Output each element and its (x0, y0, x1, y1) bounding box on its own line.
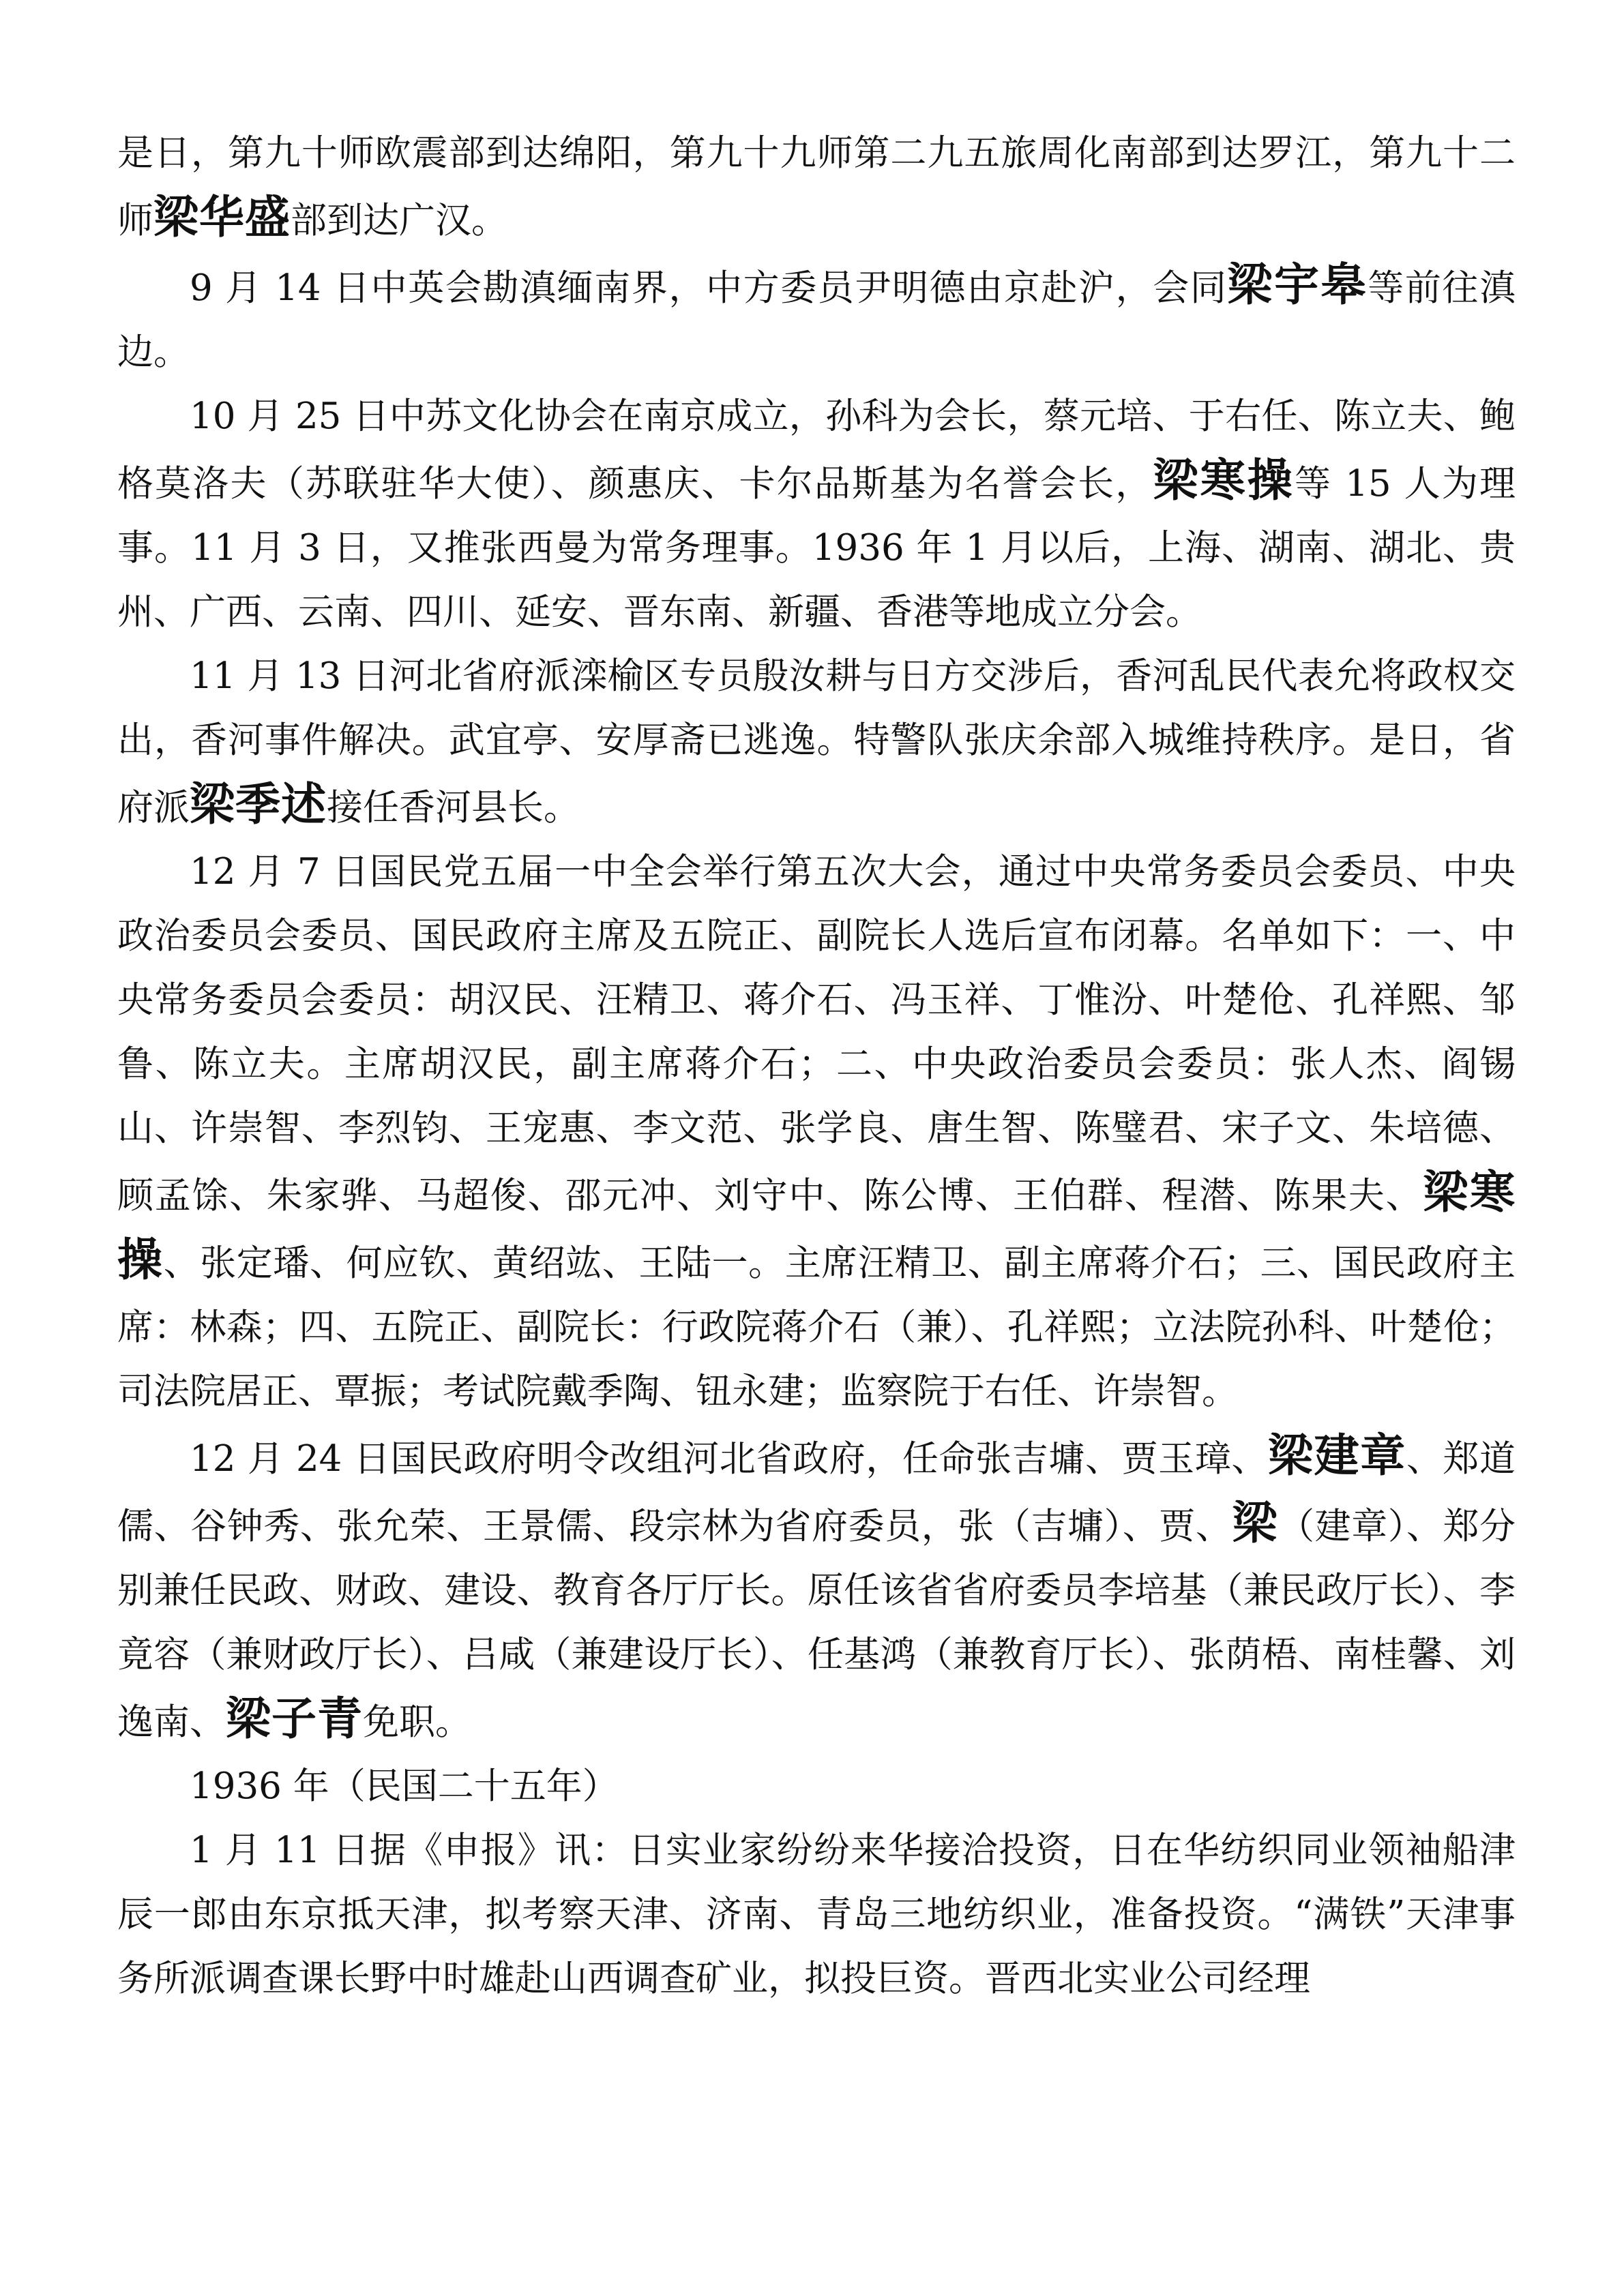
highlighted-name: 梁季述 (190, 778, 327, 831)
paragraph (117, 1424, 1516, 1755)
highlighted-name: 梁寒操 (1153, 454, 1295, 507)
paragraph (117, 253, 1516, 385)
highlighted-name: 梁 (1232, 1497, 1279, 1549)
text-segment: 11 月 13 日河北省府派滦榆区专员殷汝耕与日方交涉后，香河乱民代表允将政权交出，香河事件解决。武宜亭、安厚斋已逃逸。特警队张庆余部入城维持秩序。是日，省府派 (117, 655, 1516, 829)
highlighted-name: 梁寒操 (117, 1166, 1516, 1286)
text-segment: 12 月 24 日国民政府明令改组河北省政府，任命张吉墉、贾玉璋、 (190, 1438, 1268, 1480)
text-segment: 1 月 11 日据《申报》讯：日实业家纷纷来华接洽投资，日在华纺织同业领袖船津辰一郎由东京抵天津，拟考察天津、济南、青岛三地纺织业，准备投资。“满铁”天津事务所派调查课长野中时雄赴山西调查矿业，拟投巨资。晋西北实业公司经理 (117, 1830, 1516, 1999)
paragraph (117, 840, 1516, 1424)
text-segment: （建章）、郑分别兼任民政、财政、建设、教育各厅厅长。原任该省省府委员李培基（兼民政厅长）、李竟容（兼财政厅长）、吕咸（兼建设厅长）、任基鸿（兼教育厅长）、张荫梧、南桂馨、刘逸南、 (117, 1506, 1516, 1743)
text-segment: 10 月 25 日中苏文化协会在南京成立，孙科为会长，蔡元培、于右任、陈立夫、鲍格莫洛夫（苏联驻华大使）、颜惠庆、卡尔品斯基为名誉会长， (117, 396, 1516, 505)
paragraph (117, 385, 1516, 644)
paragraph (117, 1819, 1516, 2011)
text-segment: 等前往滇边。 (117, 267, 1516, 373)
text-segment: 是日，第九十师欧震部到达绵阳，第九十九师第二九五旅周化南部到达罗江，第九十二师 (117, 132, 1516, 241)
paragraph (117, 1755, 1516, 1819)
text-segment: 等 15 人为理事。11 月 3 日，又推张西曼为常务理事。1936 年 1 月以后，上海、湖南、湖北、贵州、广西、云南、四川、延安、晋东南、新疆、香港等地成立分会。 (117, 463, 1516, 633)
highlighted-name: 梁子青 (226, 1693, 363, 1745)
text-segment: 9 月 14 日中英会勘滇缅南界，中方委员尹明德由京赴沪，会同 (190, 267, 1228, 309)
highlighted-name: 梁华盛 (153, 191, 291, 243)
highlighted-name: 梁建章 (1267, 1429, 1406, 1482)
paragraph (117, 644, 1516, 840)
paragraph (117, 121, 1516, 253)
text-segment: 、郑道儒、谷钟秀、张允荣、王景儒、段宗林为省府委员，张（吉墉）、贾、 (117, 1438, 1516, 1547)
text-segment: 、张定璠、何应钦、黄绍竑、王陆一。主席汪精卫、副主席蒋介石；三、国民政府主席：林森；四、五院正、副院长：行政院蒋介石（兼）、孔祥熙；立法院孙科、叶楚伧；司法院居正、覃振；考试院戴季陶、钮永建；监察院于右任、许崇智。 (117, 1242, 1516, 1412)
text-segment: 12 月 7 日国民党五届一中全会举行第五次大会，通过中央常务委员会委员、中央政治委员会委员、国民政府主席及五院正、副院长人选后宣布闭幕。名单如下：一、中央常务委员会委员：胡汉民、汪精卫、蒋介石、冯玉祥、丁惟汾、叶楚伧、孔祥熙、邹鲁、陈立夫。主席胡汉民，副主席蒋介石；二、中央政治委员会委员：张人杰、阎锡山、许崇智、李烈钧、王宠惠、李文范、张学良、唐生智、陈璧君、宋子文、朱培德、顾孟馀、朱家骅、马超俊、邵元冲、刘守中、陈公博、王伯群、程潜、陈果夫、 (117, 851, 1516, 1217)
highlighted-name: 梁宇皋 (1227, 258, 1368, 311)
text-segment: 免职。 (363, 1701, 471, 1743)
text-segment: 1936 年（民国二十五年） (190, 1765, 619, 1807)
document-page (117, 121, 1516, 2011)
text-segment: 接任香河县长。 (327, 787, 580, 829)
text-segment: 部到达广汉。 (291, 200, 507, 241)
